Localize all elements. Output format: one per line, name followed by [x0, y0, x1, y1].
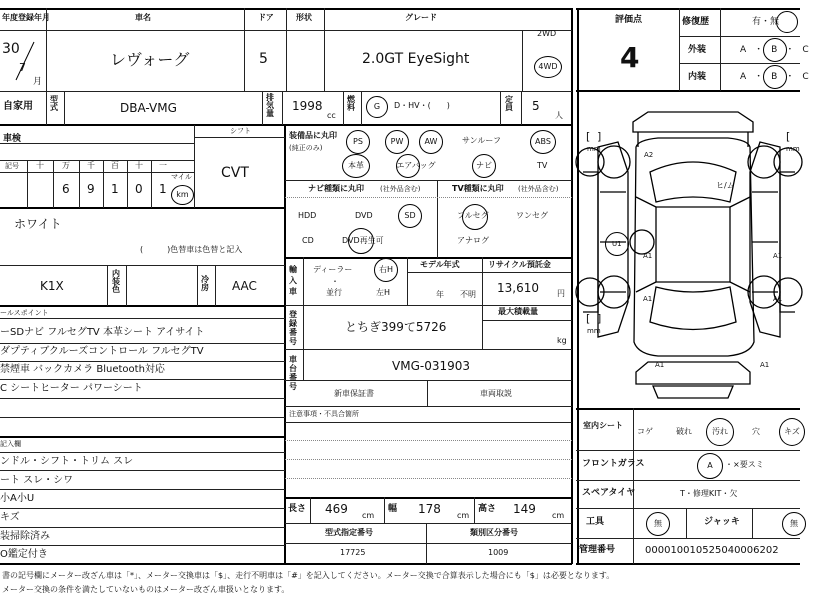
dealer-dot: ・ — [331, 277, 339, 286]
fuel-label: 燃料 — [347, 95, 355, 112]
roof-damage-mark: ヒ/ム — [716, 181, 735, 190]
ac-label: 冷房 — [201, 275, 209, 292]
equip-sunroof: サンルーフ — [462, 136, 501, 145]
nav-hdd: HDD — [298, 211, 317, 220]
left-hand: 左H — [376, 288, 391, 297]
damage-mark: A1 — [760, 361, 770, 369]
seat-tear: 破れ — [676, 427, 692, 436]
inspector-notes-label: 記入欄 — [0, 440, 21, 448]
inspection-label: 車検 — [3, 134, 22, 144]
odometer-digit: 1 — [111, 182, 119, 196]
capacity-unit: 人 — [555, 111, 563, 120]
color-change-note: ( )色替車は色替と記入 — [140, 245, 243, 254]
model-year-year: 年 — [436, 290, 444, 299]
tv-type-sub: (社外品含む) — [518, 185, 559, 193]
digit-label-0: 十 — [36, 161, 44, 170]
damage-mark: A1 — [643, 252, 653, 260]
diagram-mm: mm — [587, 145, 601, 153]
sales-points-label: ールスポイント — [0, 309, 49, 317]
nav-sd: SD — [398, 204, 422, 228]
tv-fullseg: フルセグ — [457, 211, 489, 220]
recycle-value: 13,610 — [497, 281, 539, 295]
sales-point-line: ーSDナビ フルセグTV 本革シート アイサイト — [0, 327, 205, 338]
damage-mark: A1 — [773, 295, 783, 303]
inspector-note-line: ート スレ・シワ — [0, 475, 74, 486]
repair-none-circle — [776, 11, 798, 33]
displacement-unit: cc — [327, 111, 336, 120]
symbol-label: 記号 — [5, 162, 19, 170]
inspector-note-line: ンドル・シフト・トリム スレ — [0, 456, 134, 467]
grade-value: 2.0GT EyeSight — [362, 51, 470, 67]
digit-label-3: 百 — [111, 161, 119, 170]
damage-mark: A1 — [655, 361, 665, 369]
drive-4wd-circle — [534, 56, 562, 78]
sales-point-line: ダプティブクルーズコントロール フルセグTV — [0, 346, 204, 357]
inspector-note-line: 小A小U — [0, 493, 35, 504]
type-number: 17725 — [340, 548, 366, 557]
digit-label-1: 万 — [62, 161, 70, 170]
damage-mark: A1 — [773, 252, 783, 260]
interior-b-circle — [763, 65, 787, 89]
spare-tire-label: スペアタイヤ — [582, 488, 636, 498]
score-value: 4 — [620, 41, 640, 74]
diagram-bracket-open: [ — [586, 130, 591, 143]
color-code: K1X — [40, 279, 64, 293]
nav-type-sub: (社外品含む) — [380, 185, 421, 193]
damage-mark: A2 — [644, 151, 654, 159]
height-unit: cm — [552, 511, 565, 520]
ac-value: AAC — [232, 279, 257, 293]
diagram-mm: mm — [786, 145, 800, 153]
width-unit: cm — [457, 511, 470, 520]
dealer-value: ディーラー — [313, 265, 353, 274]
jack-none-circle: 無 — [782, 512, 806, 536]
spare-tire-options: T・修理KIT・欠 — [680, 489, 738, 498]
diagram-bracket-open: [ — [586, 312, 591, 325]
notes-label: 注意事項・不具合箇所 — [289, 410, 359, 418]
color-name: ホワイト — [14, 217, 62, 231]
length-value: 469 — [325, 502, 348, 516]
km-circle — [171, 185, 194, 205]
drive-2wd: 2WD — [537, 29, 557, 38]
displacement-value: 1998 — [292, 99, 323, 113]
jack-label: ジャッキ — [704, 517, 740, 527]
footer-line-1: 書の記号欄にメーター改ざん車は「*」、メーター交換車は「$」、走行不明車は「#」を記入してください。メーター交換で合算表示した場合にも「$」は必要となります。 — [2, 571, 615, 580]
inspector-note-line: キズ — [0, 512, 20, 523]
sales-point-line: C シートヒーター パワーシート — [0, 383, 143, 394]
equip-aw: AW — [419, 130, 443, 154]
digit-label-2: 千 — [87, 161, 95, 170]
windshield-label: フロントガラス — [582, 459, 645, 469]
digit-label-4: 十 — [135, 161, 143, 170]
inspector-note-line: 装掃除済み — [0, 531, 50, 542]
nav-dvd-play: DVD再生可 — [342, 236, 384, 245]
odometer-digit: 0 — [135, 182, 143, 196]
doors-value: 5 — [259, 51, 268, 67]
height-label: 高さ — [478, 504, 497, 514]
diagram-bracket-open: [ — [786, 130, 791, 143]
seat-label: 室内シート — [583, 421, 623, 430]
warranty-label: 新車保証書 — [334, 389, 374, 398]
fuel-options: D・HV・( ) — [394, 101, 450, 110]
recycle-label: リサイクル預託金 — [488, 260, 551, 269]
odometer-digit: 6 — [62, 182, 70, 196]
tv-fullseg-circle — [462, 204, 488, 230]
odometer-digit: 1 — [159, 182, 167, 196]
seat-hole: 穴 — [752, 427, 760, 436]
diagram-bracket-close: ] — [597, 312, 602, 325]
equipment-label: 装備品に丸印 — [289, 131, 337, 140]
capacity-value: 5 — [532, 99, 540, 113]
equipment-sub: (純正のみ) — [289, 144, 323, 152]
equip-ps: PS — [346, 130, 370, 154]
digit-label-5: 一 — [159, 161, 167, 170]
tv-oneseg: ワンセグ — [516, 211, 548, 220]
registration-year: 30 — [2, 41, 20, 57]
parallel-value: 並行 — [326, 288, 342, 297]
footer-line-2: メーター交換の条件を満たしていないものはメーター改ざん車扱いとなります。 — [2, 585, 290, 594]
model-type-value: DBA-VMG — [120, 101, 177, 115]
class-number-label: 類別区分番号 — [470, 528, 518, 537]
fuel-gasoline-circle — [366, 96, 388, 118]
capacity-label: 定員 — [505, 95, 513, 112]
windshield-options: ・×要スミ — [725, 460, 764, 469]
exterior-b-circle — [763, 38, 787, 62]
diagram-mm: mm — [587, 327, 601, 335]
tools-label: 工具 — [586, 517, 605, 527]
reg-number: とちぎ399て5726 — [345, 320, 447, 334]
repair-history-value: 有・無 — [752, 17, 780, 27]
max-load-unit: kg — [557, 336, 567, 345]
registration-month-suffix: 月 — [33, 77, 43, 87]
model-year-unknown: 不明 — [460, 290, 476, 299]
drive-4wd: 4WD — [538, 62, 558, 71]
nav-cd: CD — [302, 236, 314, 245]
usage-value: 自家用 — [3, 101, 33, 112]
chassis-number: VMG-031903 — [392, 359, 470, 373]
length-label: 長さ — [288, 504, 307, 514]
manual-label: 車両取説 — [480, 389, 512, 398]
car-name-label: 車名 — [135, 13, 151, 22]
car-name: レヴォーグ — [110, 50, 190, 69]
max-load-label: 最大積載量 — [498, 307, 538, 316]
tools-none-circle: 無 — [646, 512, 670, 536]
airbag-circle — [396, 154, 420, 178]
damage-mark: U1 — [612, 240, 622, 248]
exterior-grades: A・B・C — [740, 45, 817, 55]
interior-label: 内装 — [688, 72, 707, 82]
odometer-digit: 9 — [87, 182, 95, 196]
height-value: 149 — [513, 502, 536, 516]
equip-pw: PW — [385, 130, 409, 154]
width-value: 178 — [418, 502, 441, 516]
interior-color-label: 内装色 — [112, 269, 120, 294]
chassis-label: 車台番号 — [289, 355, 297, 391]
shift-value: CVT — [221, 165, 249, 181]
km-unit: km — [176, 190, 189, 199]
doors-label: ドア — [258, 13, 274, 22]
import-label: 輸入車 — [289, 265, 297, 296]
type-number-label: 型式指定番号 — [325, 528, 373, 537]
shape-label: 形状 — [296, 13, 312, 22]
length-unit: cm — [362, 511, 375, 520]
nav-type-label: ナビ種類に丸印 — [308, 184, 364, 193]
seat-burn: コゲ — [637, 427, 653, 436]
equip-tv: TV — [537, 161, 548, 170]
management-label: 管理番号 — [579, 545, 616, 555]
sales-point-line: 禁煙車 バックカメラ Bluetooth対応 — [0, 364, 165, 375]
registration-year-label: 年度登録年月 — [2, 13, 50, 22]
equip-abs: ABS — [530, 130, 556, 154]
exterior-label: 外装 — [688, 45, 707, 55]
diagram-bracket-close: ] — [597, 130, 602, 143]
shift-label: シフト — [230, 127, 251, 135]
grade-label: グレード — [405, 13, 437, 22]
damage-mark: A1 — [643, 295, 653, 303]
equip-leather: 本革 — [342, 154, 370, 178]
management-number: 000010010525040006202 — [645, 545, 779, 556]
nav-dvd-play-circle — [348, 228, 374, 254]
damage-u1-circle — [605, 232, 629, 256]
equip-navi: ナビ — [472, 154, 496, 178]
equip-airbag: エアバッグ — [396, 161, 436, 170]
recycle-unit: 円 — [557, 289, 565, 298]
displacement-label: 排気量 — [266, 93, 274, 118]
fuel-gasoline: G — [373, 102, 381, 111]
tv-analog: アナログ — [457, 236, 489, 245]
tv-type-label: TV種類に丸印 — [452, 184, 504, 193]
interior-grades: A・B・C — [740, 72, 817, 82]
mile-label: マイル — [171, 173, 192, 181]
registration-month: 7 — [19, 61, 26, 74]
reg-number-label: 登録番号 — [289, 310, 297, 346]
class-number: 1009 — [488, 548, 509, 557]
right-hand-circle: 右H — [374, 258, 398, 282]
inspector-note-line: O鑑定付き — [0, 549, 48, 560]
model-type-label: 型式 — [50, 95, 58, 112]
model-year-label: モデル年式 — [420, 260, 460, 269]
windshield-a-circle: A — [697, 453, 723, 479]
score-label: 評価点 — [615, 15, 643, 25]
seat-scratch-circle: キズ — [779, 418, 805, 446]
nav-dvd: DVD — [355, 211, 373, 220]
width-label: 幅 — [388, 504, 398, 514]
repair-history-label: 修復歴 — [682, 17, 710, 27]
seat-stain-circle: 汚れ — [706, 418, 734, 446]
